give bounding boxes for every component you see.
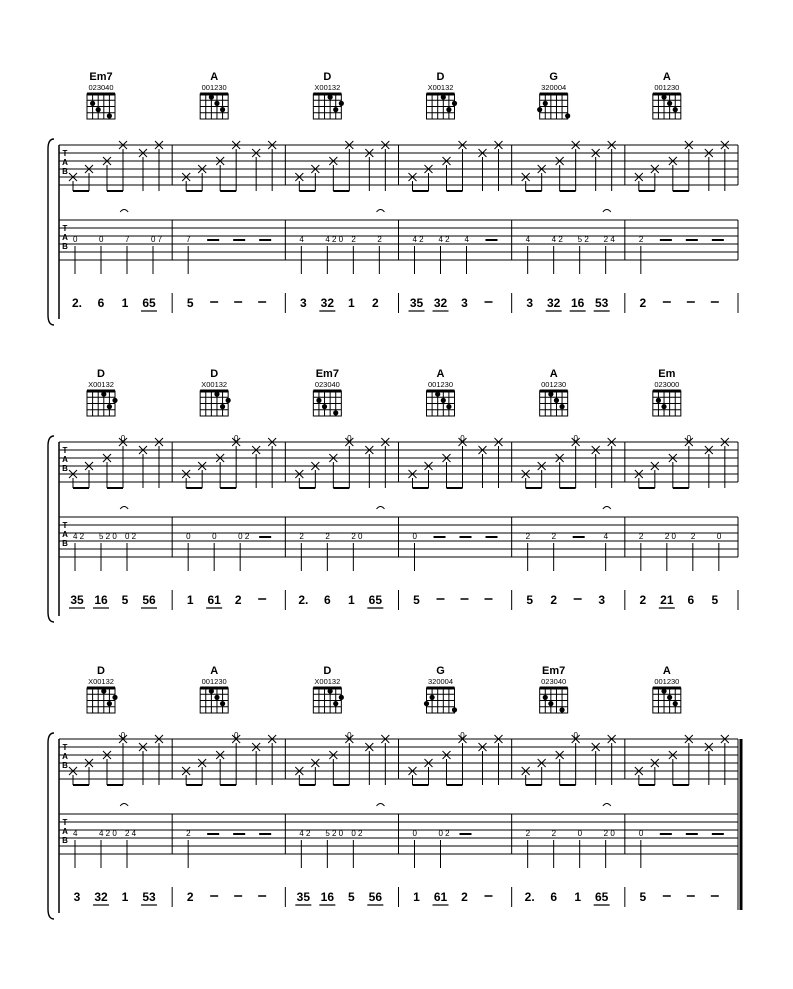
tab-fret-number: 0 2 [438,829,450,838]
tab-fret-number: 2 [325,532,330,541]
chord-dot [559,404,564,409]
chord-dot [209,95,214,100]
chord-dot [441,95,446,100]
chord-dot [667,101,672,106]
chord-dot [661,95,666,100]
tab-fret-number: 0 [73,235,78,244]
jianpu-note: 1 [186,593,194,607]
chord-dot [107,701,112,706]
tab-fret-number: 5 2 0 [325,829,344,838]
chord-dot [107,404,112,409]
jianpu-note: 2 [234,593,242,607]
jianpu-note: 56 [142,593,156,607]
jianpu-note: 5 [711,593,719,607]
jianpu-note: 2 [186,890,194,904]
tab-fret-number: 2 [377,235,382,244]
chord-name: A [210,665,219,677]
jianpu-note: 2 [639,296,647,310]
chord-dot [548,392,553,397]
tab-fret-number: 2 4 [125,829,137,838]
chord-name: D [323,665,332,677]
chord-name: A [436,368,445,380]
tab-fret-number: 7 [125,235,130,244]
chord-dot [220,701,225,706]
tab-fret-number: 2 [525,532,531,541]
tab-fret-number: 2 [186,829,191,838]
chord-fingering: 001230 [427,380,454,389]
tab-fret-number: 4 [73,829,78,838]
chord-fingering: 001230 [541,380,567,389]
tab-fret-number: 2 0 [664,532,676,541]
jianpu-note: 1 [121,296,129,310]
tab-fret-number: 0 [233,434,239,443]
jianpu-note: 1 [413,890,420,904]
system-brace [48,436,54,622]
chord-name: Em7 [89,71,113,83]
chord-name: D [210,368,219,380]
chord-fingering: 023040 [541,677,567,686]
chord-dot [656,398,661,403]
tab-fret-number: 4 2 [412,235,424,244]
tab-fret-number: 0 7 [151,235,163,244]
tab-fret-number: 4 2 [438,235,450,244]
jianpu-note: 6 [550,890,558,904]
chord-dot [112,695,117,700]
tab-fret-number: 0 [233,731,239,740]
chord-dot [90,101,95,106]
chord-dot [214,101,219,106]
tab-fret-number: 2 [638,235,644,244]
chord-dot [96,107,101,112]
chord-dot [446,404,451,409]
tab-clef-letter: A [62,455,68,464]
chord-dot [565,113,570,118]
chord-name: Em [658,368,676,380]
jianpu-note: 5 [526,593,534,607]
chord-dot [661,689,666,694]
jianpu-note: 2 [639,593,647,607]
jianpu-note: 35 [409,296,424,310]
tab-fret-number: 0 [120,434,126,443]
tab-fret-number: 0 [716,532,722,541]
chord-dot [322,404,327,409]
jianpu-note: 2 [371,296,379,310]
tab-fret-number: 0 [412,532,417,541]
chord-dot [214,695,219,700]
chord-fingering: X00132 [314,83,341,92]
chord-fingering: 023040 [314,380,340,389]
jianpu-note: 5 [121,593,129,607]
jianpu-note: 5 [186,296,194,310]
tab-fret-number: 0 [347,731,352,740]
tie-mark [120,804,128,807]
tab-fret-number: 0 2 [125,532,137,541]
jianpu-note: 16 [320,890,335,904]
tab-fret-number: 0 [412,829,417,838]
chord-fingering: X00132 [88,380,114,389]
tab-fret-number: 5 2 [577,235,589,244]
tab-fret-number: 0 [573,434,578,443]
chord-name: D [97,368,105,380]
tab-clef-letter: B [62,836,68,845]
tab-fret-number: 2 0 [351,532,363,541]
tab-clef-letter: T [62,149,68,158]
jianpu-note: 6 [687,593,695,607]
jianpu-note: 32 [546,296,561,310]
chord-fingering: X00132 [427,83,454,92]
chord-dot [554,398,559,403]
chord-dot [333,410,338,415]
tab-fret-number: 4 2 [551,235,563,244]
jianpu-note: 61 [433,890,448,904]
jianpu-note: 35 [70,593,84,607]
jianpu-note: 1 [574,890,582,904]
jianpu-note: 16 [94,593,108,607]
tab-fret-number: 0 [99,235,104,244]
chord-dot [107,113,112,118]
tab-fret-number: 4 [464,235,469,244]
tab-clef-letter: A [62,158,68,167]
jianpu-note: 1 [347,593,355,607]
chord-dot [328,95,333,100]
chord-name: D [323,71,332,83]
chord-dot [226,398,231,403]
jianpu-note: 1 [347,296,355,310]
tab-fret-number: 2 [351,235,356,244]
jianpu-note: 16 [570,296,585,310]
tab-clef-letter: B [62,242,68,251]
chord-dot [214,392,219,397]
tab-fret-number: 0 [577,829,583,838]
chord-dot [328,689,333,694]
chord-fingering: 001230 [201,83,227,92]
jianpu-note: 3 [299,296,307,310]
tab-clef-letter: B [62,167,68,176]
tie-mark [377,804,385,807]
jianpu-note: 65 [142,296,156,310]
tie-mark [603,507,611,510]
tab-fret-number: 4 [603,532,609,541]
chord-dot [339,695,344,700]
jianpu-note: 2. [71,296,83,310]
chord-fingering: 320004 [541,83,567,92]
tab-fret-number: 4 2 0 [99,829,117,838]
tab-fret-number: 7 [186,235,191,244]
tie-mark [603,804,611,807]
tab-clef-letter: A [62,752,68,761]
chord-dot [548,701,553,706]
jianpu-note: 21 [660,593,674,607]
tab-fret-number: 2 [551,829,557,838]
chord-dot [543,101,548,106]
chord-fingering: X00132 [88,677,114,686]
chord-dot [220,107,225,112]
chord-dot [424,701,429,706]
chord-dot [333,701,338,706]
chord-name: Em7 [542,665,566,677]
jianpu-note: 6 [97,296,105,310]
tab-fret-number: 2 0 [603,829,615,838]
chord-dot [452,707,457,712]
chord-dot [667,695,672,700]
chord-dot [435,392,440,397]
tie-mark [120,210,128,213]
tab-fret-number: 4 [299,235,304,244]
tab-fret-number: 0 [460,434,465,443]
tab-fret-number: 2 [551,532,557,541]
chord-dot [673,107,678,112]
chord-name: G [549,71,558,83]
tab-fret-number: 2 [525,829,531,838]
chord-name: Em7 [315,368,339,380]
chord-name: D [97,665,105,677]
chord-name: A [662,71,671,83]
tab-fret-number: 0 2 [351,829,363,838]
tab-fret-number: 0 [347,434,352,443]
tab-fret-number: 2 [690,532,696,541]
tab-clef-letter: T [62,818,68,827]
tab-fret-number: 2 4 [603,235,615,244]
jianpu-note: 3 [73,890,81,904]
tab-clef-letter: B [62,539,68,548]
tie-mark [120,507,128,510]
chord-fingering: 023040 [88,83,114,92]
jianpu-note: 53 [142,890,156,904]
tab-clef-letter: B [62,464,68,473]
tab-clef-letter: T [62,743,68,752]
jianpu-note: 6 [323,593,331,607]
jianpu-note: 5 [347,890,355,904]
tab-fret-number: 0 [212,532,217,541]
chord-dot [446,107,451,112]
tab-fret-number: 2 [638,532,644,541]
chord-dot [661,404,666,409]
system-brace [48,139,54,325]
chord-fingering: 023000 [654,380,680,389]
jianpu-note: 56 [368,890,383,904]
tab-clef-letter: T [62,224,68,233]
chord-fingering: 001230 [201,677,227,686]
tab-fret-number: 0 [573,731,578,740]
chord-dot [543,695,548,700]
chord-name: A [210,71,219,83]
chord-fingering: 320004 [427,677,454,686]
chord-dot [537,107,542,112]
jianpu-note: 2. [298,593,309,607]
chord-fingering: 001230 [654,677,680,686]
chord-dot [452,101,457,106]
chord-dot [101,392,106,397]
tab-fret-number: 0 [638,829,644,838]
jianpu-note: 32 [433,296,448,310]
jianpu-note: 32 [94,890,108,904]
chord-name: A [662,665,671,677]
tab-clef-letter: T [62,521,68,530]
jianpu-note: 3 [526,296,534,310]
tab-clef-letter: A [62,827,68,836]
chord-fingering: X00132 [201,380,228,389]
jianpu-note: 5 [413,593,420,607]
chord-dot [333,107,338,112]
jianpu-note: 65 [594,890,609,904]
tab-clef-letter: T [62,446,68,455]
chord-fingering: 001230 [654,83,680,92]
jianpu-note: 2. [524,890,535,904]
tab-fret-number: 4 2 [73,532,85,541]
jianpu-note: 5 [639,890,647,904]
tie-mark [603,210,611,213]
tab-clef-letter: B [62,761,68,770]
chord-dot [339,101,344,106]
chord-dot [220,404,225,409]
chord-name: D [436,71,445,83]
tie-mark [377,210,385,213]
tie-mark [377,507,385,510]
chord-dot [441,398,446,403]
chord-dot [101,689,106,694]
chord-dot [112,398,117,403]
jianpu-note: 1 [121,890,129,904]
jianpu-note: 35 [296,890,311,904]
jianpu-note: 2 [550,593,558,607]
chord-dot [430,695,435,700]
jianpu-note: 3 [461,296,468,310]
tab-fret-number: 0 [120,731,126,740]
tab-fret-number: 5 2 0 [99,532,117,541]
chord-dot [209,689,214,694]
tab-clef-letter: A [62,530,68,539]
chord-fingering: X00132 [314,677,341,686]
chord-name: A [549,368,558,380]
tab-fret-number: 0 [460,731,465,740]
jianpu-note: 32 [320,296,335,310]
jianpu-note: 61 [207,593,221,607]
tab-fret-number: 4 2 0 [325,235,344,244]
tab-fret-number: 0 2 [238,532,250,541]
chord-name: G [436,665,445,677]
jianpu-note: 3 [598,593,606,607]
system-brace [48,733,54,919]
jianpu-note: 65 [368,593,383,607]
chord-dot [559,707,564,712]
tab-fret-number: 2 [299,532,304,541]
jianpu-note: 53 [594,296,609,310]
tab-fret-number: 0 [186,532,191,541]
jianpu-note: 2 [461,890,468,904]
tab-clef-letter: A [62,233,68,242]
tab-fret-number: 4 2 [299,829,311,838]
tab-fret-number: 0 [686,434,692,443]
chord-dot [673,701,678,706]
chord-dot [316,398,321,403]
tab-fret-number: 4 [525,235,531,244]
